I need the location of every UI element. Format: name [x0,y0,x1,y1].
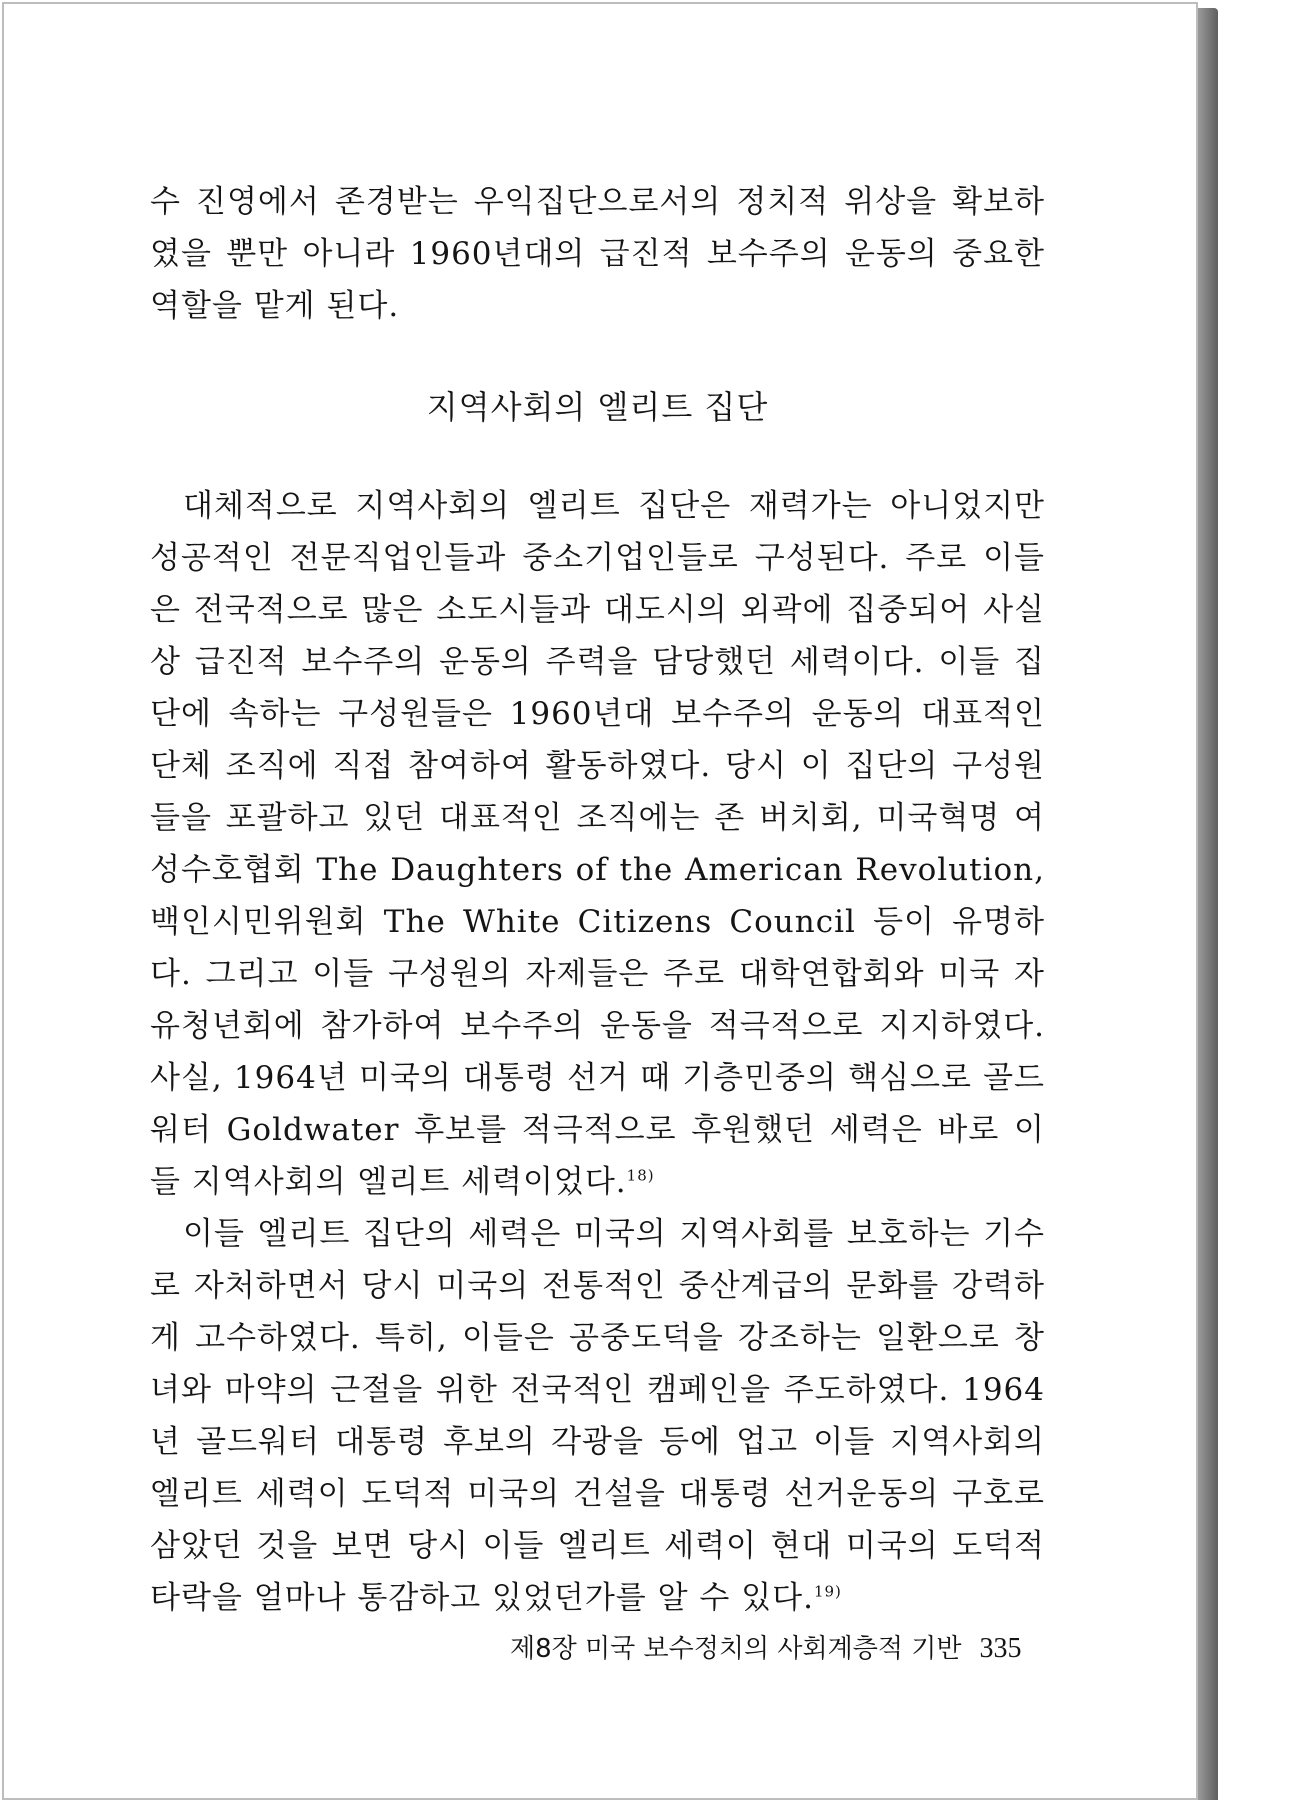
footnote-marker-19: 19) [813,1582,842,1601]
running-footer-title: 제8장 미국 보수정치의 사회계층적 기반 [510,1634,962,1664]
page-footer [510,1628,1022,1665]
page-number: 335 [979,1633,1022,1664]
body-paragraph-1-text: 대체적으로 지역사회의 엘리트 집단은 재력가는 아니었지만 성공적인 전문직업인들과 중소기업인들로 구성된다. 주로 이들은 전국적으로 많은 소도시들과 대도시의 외곽에 집중되어 사실상 급진적 보수주의 운동의 주력을 담당했던 세력이다. 이들 집단에 속하는 구성원들은 1960년대 보수주의 운동의 대표적인 단체 조직에 직접 참여하여 활동하였다. 당시 이 집단의 구성원들을 포괄하고 있던 대표적인 조직에는 존 버치회, 미국혁명 여성수호협회 The Daughters of the American Revolution, 백인시민위원회 The White Citizens Council 등이 유명하다. 그리고 이들 구성원의 자제들은 주로 대학연합회와 미국 자유청년회에 참가하여 보수주의 운동을 적극적으로 지지하였다. 사실, 1964년 미국의 대통령 선거 때 기층민중의 핵심으로 골드워터 Goldwater 후보를 적극적으로 후원했던 세력은 바로 이들 지역사회의 엘리트 세력이었다. [150,488,1045,1200]
page-edge-shadow [1198,8,1218,1800]
body-paragraph-1 [150,480,1045,1208]
section-heading: 지역사회의 엘리트 집단 [426,388,769,426]
body-paragraph-2 [150,1208,1045,1624]
intro-paragraph: 수 진영에서 존경받는 우익집단으로서의 정치적 위상을 확보하였을 뿐만 아니라 1960년대의 급진적 보수주의 운동의 중요한 역할을 맡게 된다. [150,184,1045,324]
body-paragraph-2-text: 이들 엘리트 집단의 세력은 미국의 지역사회를 보호하는 기수로 자처하면서 당시 미국의 전통적인 중산계급의 문화를 강력하게 고수하였다. 특히, 이들은 공중도덕을 강조하는 일환으로 창녀와 마약의 근절을 위한 전국적인 캠페인을 주도하였다. 1964년 골드워터 대통령 후보의 각광을 등에 업고 이들 지역사회의 엘리트 세력이 도덕적 미국의 건설을 대통령 선거운동의 구호로 삼았던 것을 보면 당시 이들 엘리트 세력이 현대 미국의 도덕적 타락을 얼마나 통감하고 있었던가를 알 수 있다. [150,1216,1045,1616]
footnote-marker-18: 18) [626,1166,655,1185]
body-text [150,480,1045,1624]
intro-paragraph-block [150,176,1045,332]
